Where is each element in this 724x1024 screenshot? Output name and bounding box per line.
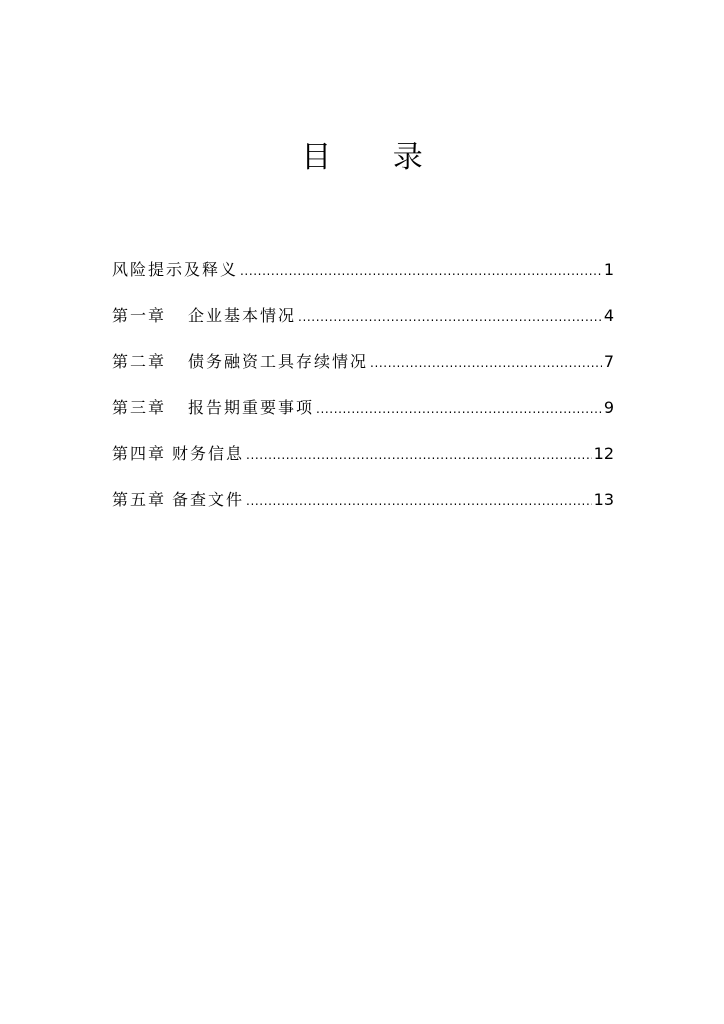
toc-entry-chapter-4[interactable] (112, 442, 614, 466)
toc-page-number: 9 (603, 398, 614, 417)
dot-leader (370, 351, 602, 375)
toc-chapter-label: 第五章 (112, 490, 167, 509)
toc-entry-risk-and-definitions[interactable] (112, 258, 614, 282)
toc-chapter-label: 第四章 (112, 444, 167, 463)
toc-entry-title: 风险提示及释义 (112, 260, 239, 279)
table-of-contents (112, 258, 614, 534)
toc-entry-title: 财务信息 (172, 444, 245, 463)
toc-title: 目 录 (301, 140, 449, 175)
dot-leader (246, 489, 592, 513)
toc-page-number: 13 (593, 490, 614, 509)
toc-entry-chapter-2[interactable] (112, 350, 614, 374)
toc-page-number: 4 (603, 306, 614, 325)
dot-leader (246, 443, 592, 467)
toc-page-number: 1 (603, 260, 614, 279)
toc-entry-title: 报告期重要事项 (188, 398, 315, 417)
dot-leader (298, 305, 602, 329)
toc-entry-chapter-1[interactable] (112, 304, 614, 328)
toc-entry-title: 企业基本情况 (188, 306, 297, 325)
toc-entry-title: 债务融资工具存续情况 (188, 352, 369, 371)
toc-chapter-label: 第二章 (112, 352, 167, 371)
toc-page-number: 7 (603, 352, 614, 371)
dot-leader (316, 397, 602, 421)
dot-leader (240, 259, 602, 283)
toc-entry-chapter-3[interactable] (112, 396, 614, 420)
toc-entry-chapter-5[interactable] (112, 488, 614, 512)
toc-entry-title: 备查文件 (172, 490, 245, 509)
toc-chapter-label: 第三章 (112, 398, 167, 417)
toc-chapter-label: 第一章 (112, 306, 167, 325)
toc-page-number: 12 (593, 444, 614, 463)
